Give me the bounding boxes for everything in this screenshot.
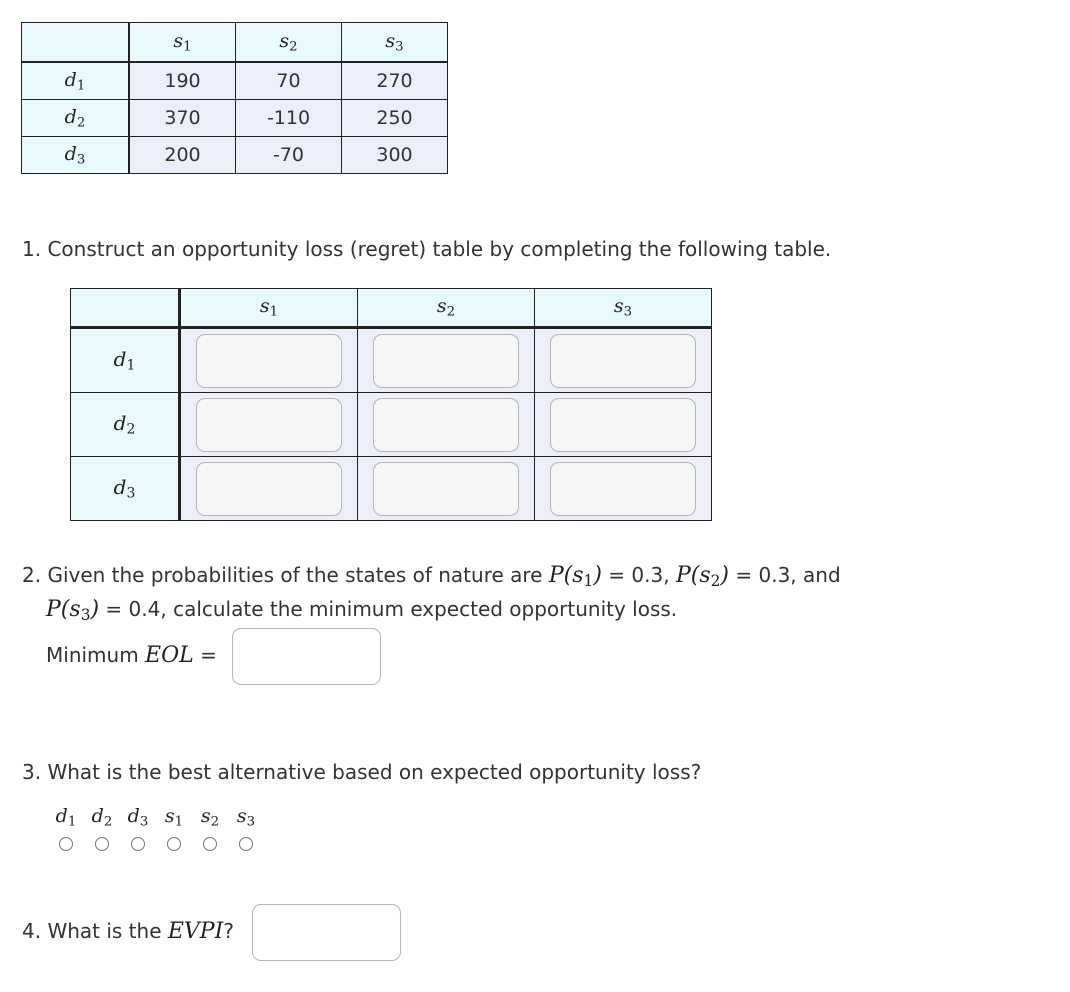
q2-p3-val: = 0.4, calculate the minimum expected opportunity loss. <box>99 597 678 621</box>
radio-label-s2: $s_2$ <box>200 805 220 830</box>
payoff-cell: 250 <box>342 100 448 137</box>
regret-cell <box>358 457 535 521</box>
radio-button-s3[interactable] <box>239 837 253 851</box>
payoff-cell: 200 <box>129 137 236 174</box>
payoff-header-s2: $s_2$ <box>236 23 342 63</box>
regret-row-label-d1: $d_1$ <box>71 328 180 393</box>
regret-cell <box>358 393 535 457</box>
payoff-cell: 190 <box>129 62 236 100</box>
payoff-cell: -110 <box>236 100 342 137</box>
regret-table <box>70 288 712 521</box>
radio-button-d1[interactable] <box>59 837 73 851</box>
evpi-input[interactable] <box>252 904 401 961</box>
regret-cell <box>180 393 358 457</box>
payoff-corner <box>22 23 130 63</box>
min-eol-label <box>46 638 217 673</box>
radio-option-s2[interactable] <box>192 803 228 851</box>
payoff-table <box>21 22 448 174</box>
regret-cell <box>180 328 358 393</box>
question-3-text: 3. What is the best alternative based on expected opportunity loss? <box>22 760 702 784</box>
radio-button-d3[interactable] <box>131 837 145 851</box>
q2-p3: $P(s_3)$ <box>46 597 100 624</box>
regret-row-label-d2: $d_2$ <box>71 393 180 457</box>
radio-option-s3[interactable] <box>228 803 264 851</box>
q2-p1-val: = 0.3, <box>601 563 676 587</box>
min-eol-input[interactable] <box>232 628 381 685</box>
radio-button-d2[interactable] <box>95 837 109 851</box>
payoff-cell: 70 <box>236 62 342 100</box>
payoff-row-label-d1: $d_1$ <box>22 62 130 100</box>
regret-row-label-d3: $d_3$ <box>71 457 180 521</box>
regret-input-d2-s2[interactable] <box>373 398 519 452</box>
radio-option-d2[interactable] <box>84 803 120 851</box>
payoff-cell: 270 <box>342 62 448 100</box>
regret-header-s3: $s_3$ <box>535 289 712 328</box>
radio-label-s3: $s_3$ <box>236 805 256 830</box>
evpi-symbol: EVPI <box>167 919 224 944</box>
q4-text: 4. What is the <box>22 919 168 943</box>
radio-label-s1: $s_1$ <box>164 805 184 830</box>
radio-label-d2: $d_2$ <box>91 805 113 830</box>
min-eol-equals: = <box>193 643 217 667</box>
payoff-row-label-d3: $d_3$ <box>22 137 130 174</box>
regret-input-d3-s2[interactable] <box>373 462 519 516</box>
question-2-line-2 <box>46 592 677 632</box>
q2-text-a: 2. Given the probabilities of the states of nature are <box>22 563 549 587</box>
regret-cell <box>535 328 712 393</box>
payoff-row-label-d2: $d_2$ <box>22 100 130 137</box>
regret-cell <box>535 393 712 457</box>
regret-input-d2-s1[interactable] <box>196 398 342 452</box>
payoff-header-s1: $s_1$ <box>129 23 236 63</box>
eol-symbol: EOL <box>145 643 194 668</box>
radio-label-d1: $d_1$ <box>55 805 77 830</box>
regret-input-d1-s3[interactable] <box>550 334 696 388</box>
radio-button-s1[interactable] <box>167 837 181 851</box>
question-4-text <box>22 914 234 949</box>
payoff-cell: 300 <box>342 137 448 174</box>
regret-cell <box>358 328 535 393</box>
regret-input-d3-s1[interactable] <box>196 462 342 516</box>
regret-input-d1-s1[interactable] <box>196 334 342 388</box>
payoff-cell: -70 <box>236 137 342 174</box>
radio-label-d3: $d_3$ <box>127 805 149 830</box>
payoff-header-s3: $s_3$ <box>342 23 448 63</box>
regret-header-s1: $s_1$ <box>180 289 358 328</box>
q2-p2-val: = 0.3, and <box>729 563 841 587</box>
question-1-text: 1. Construct an opportunity loss (regret) table by completing the following table. <box>22 237 832 261</box>
radio-option-d1[interactable] <box>48 803 84 851</box>
q2-p1: $P(s_1)$ <box>548 563 602 590</box>
regret-cell <box>180 457 358 521</box>
regret-input-d1-s2[interactable] <box>373 334 519 388</box>
regret-input-d3-s3[interactable] <box>550 462 696 516</box>
regret-header-s2: $s_2$ <box>358 289 535 328</box>
payoff-cell: 370 <box>129 100 236 137</box>
regret-cell <box>535 457 712 521</box>
regret-corner <box>71 289 180 328</box>
q2-p2: $P(s_2)$ <box>675 563 730 590</box>
regret-input-d2-s3[interactable] <box>550 398 696 452</box>
q4-qmark: ? <box>223 919 234 943</box>
radio-option-d3[interactable] <box>120 803 156 851</box>
min-eol-text: Minimum <box>46 643 146 667</box>
radio-option-s1[interactable] <box>156 803 192 851</box>
radio-button-s2[interactable] <box>203 837 217 851</box>
best-alternative-radio-group <box>48 803 264 851</box>
